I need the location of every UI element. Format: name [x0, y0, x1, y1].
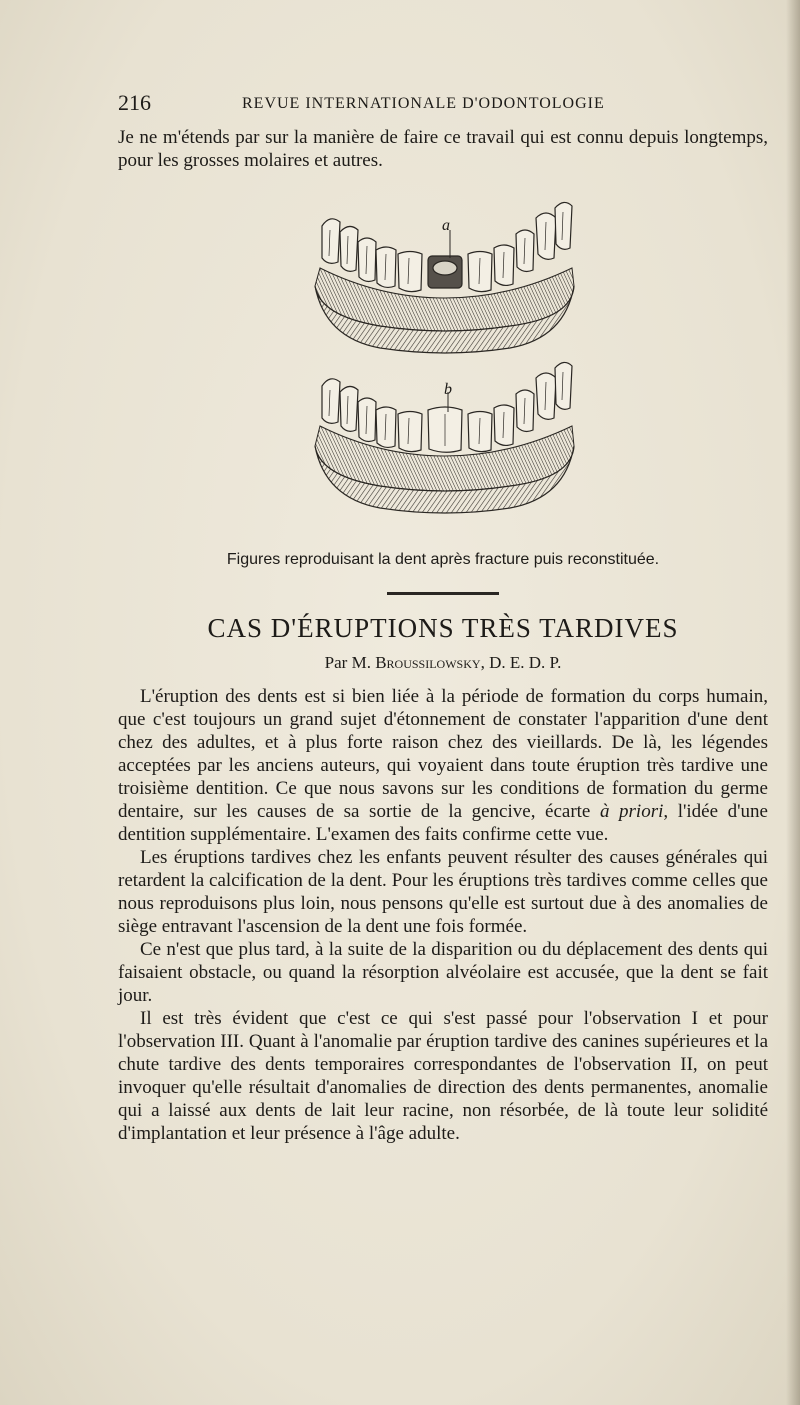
paragraph-1-text-end: , l'idée d'une dentition supplémentaire. L'examen des faits confirme cette vue.: [118, 801, 768, 845]
lower-cast-figure-b: [315, 362, 574, 513]
byline-suffix: , D. E. D. P.: [480, 653, 562, 672]
italic-phrase: à priori: [599, 801, 664, 822]
running-head: REVUE INTERNATIONALE D'ODONTOLOGIE: [242, 95, 605, 112]
figure-label-a: a: [442, 217, 450, 234]
article-paragraph-2: Les éruptions tardives chez les enfants peuvent résulter des causes générales qui retardent la calcification de la dent. Pour les éruptions très tardives comme celles que nous reproduisons plus loin, nous pensons qu'elle est surtout due à des anomalies de siège entravant l'ascension de la dent une fois formée.: [118, 847, 768, 937]
figure-caption: Figures reproduisant la dent après fracture puis reconstituée.: [226, 551, 660, 568]
article-title: CAS D'ÉRUPTIONS TRÈS TARDIVES: [207, 613, 679, 643]
byline-prefix: Par M.: [324, 653, 371, 672]
paragraph-1-text-start: L'éruption des dents est si bien liée à la période de formation du corps humain, que c'est toujours un grand sujet d'étonnement de constater l'apparition d'une dent chez des adultes, et à plus forte raison chez des vieillards. De là, les légendes acceptées par les anciens auteurs, qui voyaient dans toute éruption très tardive une troisième dentition. Ce que nous savons sur les conditions de formation du germe dentaire, sur les causes de sa sortie de la gencive, écarte: [118, 686, 768, 822]
article-paragraph-3: Ce n'est que plus tard, à la suite de la disparition ou du déplacement des dents qui faisaient obstacle, ou quand la résorption alvéolaire est accusée, que la dent se fait jour.: [118, 939, 768, 1006]
section-divider: [387, 592, 499, 595]
article-paragraph-4: Il est très évident que c'est ce qui s'est passé pour l'observation I et pour l'observation III. Quant à l'anomalie par éruption tardive des canines supérieures et la chute tardive des dents temporaires correspondantes de l'observation II, on peut invoquer qu'elle résultait d'anomalies de direction des dents permanentes, anomalie qui a laissé aux dents de lait leur racine, non résorbée, de là toute leur solidité d'implantation et leur présence à l'âge adulte.: [118, 1008, 768, 1144]
page-number: 216: [118, 90, 151, 115]
article-paragraph-1: [118, 685, 768, 846]
upper-cast-figure-a: [315, 202, 574, 353]
byline-author: Broussilowsky: [375, 653, 481, 672]
page-header: [118, 90, 768, 120]
figure-label-b: b: [444, 381, 452, 398]
article-body: [118, 685, 768, 1145]
article-byline: [118, 653, 768, 673]
intro-paragraph: Je ne m'étends par sur la manière de faire ce travail qui est connu depuis longtemps, pour les grosses molaires et autres.: [118, 127, 768, 171]
page-edge-shadow: [786, 0, 800, 1405]
dental-cast-illustration: [310, 198, 580, 528]
